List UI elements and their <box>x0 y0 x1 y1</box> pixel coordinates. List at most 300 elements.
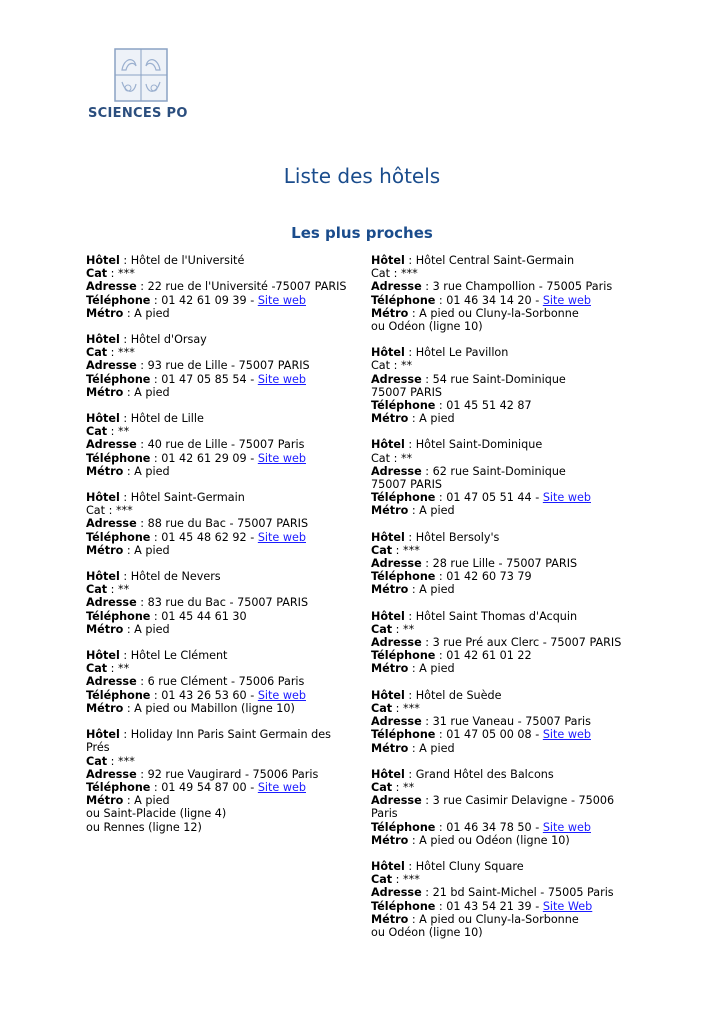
hotel-entry <box>86 728 356 834</box>
hotel-phone-line <box>86 610 356 623</box>
field-label: Hôtel <box>86 254 120 267</box>
hotel-phone: 01 46 34 78 50 <box>446 820 532 834</box>
hotel-phone: 01 45 44 61 30 <box>161 609 247 623</box>
hotel-name: Hôtel d'Orsay <box>130 333 207 347</box>
hotel-metro: A pied <box>134 543 170 557</box>
separator: : <box>392 873 403 887</box>
separator: : <box>404 346 416 360</box>
hotel-phone: 01 47 05 51 44 <box>446 491 532 505</box>
hotel-name: Hôtel de l'Université <box>130 254 245 267</box>
hotel-address: 93 rue de Lille - 75007 PARIS <box>147 359 310 373</box>
field-label: Téléphone <box>371 399 436 413</box>
hotel-address-line <box>371 478 631 491</box>
hotel-category: ** <box>403 622 415 636</box>
separator: : <box>136 359 148 373</box>
separator: : <box>435 570 447 584</box>
hotel-name-line <box>86 570 356 583</box>
hotel-metro: A pied ou Cluny-la-Sorbonne <box>419 306 579 320</box>
field-label: Métro <box>371 833 409 847</box>
hotel-metro-line <box>86 794 356 807</box>
hotel-address-line <box>371 715 631 728</box>
field-label: Cat <box>371 451 391 465</box>
separator: : <box>421 715 433 729</box>
separator: : <box>404 609 416 623</box>
hotel-address: 22 rue de l'Université -75007 PARIS <box>147 280 347 294</box>
site-web-link[interactable]: Site web <box>257 780 306 794</box>
field-label: Adresse <box>371 464 422 478</box>
field-label: Adresse <box>86 517 137 531</box>
hotel-metro-line <box>371 662 631 675</box>
separator: : <box>392 780 403 794</box>
hotel-phone-line <box>86 531 356 544</box>
separator: : <box>123 622 135 636</box>
separator: - <box>246 530 258 544</box>
field-label: Métro <box>371 741 409 755</box>
hotel-name-line <box>86 728 356 754</box>
site-web-link[interactable]: Site web <box>542 820 591 834</box>
hotel-name: Hôtel Cluny Square <box>415 859 524 873</box>
separator: : <box>421 280 433 294</box>
hotel-phone-line <box>371 728 631 741</box>
hotel-name-line <box>371 254 631 267</box>
field-label: Adresse <box>86 359 137 373</box>
separator: - <box>246 688 258 702</box>
sciences-po-emblem-icon <box>114 48 168 102</box>
hotel-entry <box>86 649 356 715</box>
field-label: Cat <box>371 622 393 636</box>
hotel-metro: A pied <box>134 464 170 478</box>
hotel-phone-line <box>86 373 356 386</box>
hotel-category: *** <box>403 873 420 887</box>
hotel-name-line <box>86 491 356 504</box>
hotel-entry <box>86 570 356 636</box>
hotel-address: 40 rue de Lille - 75007 Paris <box>147 438 305 452</box>
separator: : <box>107 583 118 597</box>
field-label: Téléphone <box>371 899 436 913</box>
site-web-link[interactable]: Site web <box>257 293 306 307</box>
field-label: Hôtel <box>86 491 120 505</box>
hotel-metro-line <box>371 583 631 596</box>
hotel-category: ** <box>118 425 130 439</box>
hotel-metro: A pied <box>134 385 170 399</box>
separator: : <box>119 570 131 584</box>
field-label: Adresse <box>371 715 422 729</box>
separator: : <box>136 675 148 689</box>
field-label: Hôtel <box>371 254 405 267</box>
separator: : <box>123 385 135 399</box>
field-label: Cat <box>86 425 108 439</box>
field-label: Téléphone <box>86 688 151 702</box>
separator: - <box>531 728 543 742</box>
field-label: Adresse <box>371 794 422 808</box>
field-label: Hôtel <box>371 859 405 873</box>
hotel-name: Hôtel de Lille <box>130 412 204 426</box>
hotel-cat-line <box>371 544 631 557</box>
hotel-cat-line <box>371 623 631 636</box>
separator: : <box>421 636 433 650</box>
field-label: Adresse <box>86 280 137 294</box>
separator: : <box>404 438 416 452</box>
hotel-name: Hôtel Saint-Dominique <box>415 438 543 452</box>
separator: : <box>150 372 162 386</box>
field-label: Métro <box>86 306 124 320</box>
separator: : <box>150 451 162 465</box>
field-label: Adresse <box>371 372 422 386</box>
separator: : <box>392 622 403 636</box>
field-label: Cat <box>371 359 391 373</box>
field-label: Hôtel <box>86 728 120 742</box>
hotel-category: *** <box>118 346 135 360</box>
separator: : <box>435 399 447 413</box>
separator: : <box>421 464 433 478</box>
hotel-address-line <box>86 438 356 451</box>
hotel-entry <box>86 333 356 399</box>
hotel-address: 62 rue Saint-Dominique <box>432 464 566 478</box>
sciences-po-logo <box>88 48 198 122</box>
hotel-phone: 01 42 61 09 39 <box>161 293 247 307</box>
hotel-metro-line <box>371 412 631 425</box>
hotel-phone: 01 45 51 42 87 <box>446 399 532 413</box>
field-label: Cat <box>86 267 108 281</box>
hotel-cat-line <box>371 452 631 465</box>
hotel-metro: ou Rennes (ligne 12) <box>86 820 202 834</box>
field-label: Métro <box>371 912 409 926</box>
hotel-category: *** <box>115 504 133 518</box>
separator: - <box>531 820 543 834</box>
separator: : <box>408 833 420 847</box>
section-title: Les plus proches <box>291 224 433 242</box>
hotel-cat-line <box>86 346 356 359</box>
field-label: Adresse <box>371 886 422 900</box>
field-label: Métro <box>371 662 409 676</box>
hotel-cat-line <box>86 755 356 768</box>
hotel-metro: A pied <box>419 662 455 676</box>
field-label: Hôtel <box>371 609 405 623</box>
hotel-phone: 01 49 54 87 00 <box>161 780 247 794</box>
hotel-address: 54 rue Saint-Dominique <box>432 372 566 386</box>
hotel-category: *** <box>118 267 135 281</box>
hotel-metro-line <box>86 307 356 320</box>
separator: : <box>392 543 403 557</box>
separator: : <box>136 596 148 610</box>
hotel-address-line <box>86 359 356 372</box>
hotel-entry <box>86 254 356 320</box>
hotel-metro-line <box>86 544 356 557</box>
hotel-category: *** <box>400 267 418 281</box>
hotel-metro-line <box>86 386 356 399</box>
hotel-name: Hôtel Saint Thomas d'Acquin <box>415 609 578 623</box>
hotel-address: 3 rue Casimir Delavigne - 75006 <box>432 794 615 808</box>
hotel-entry <box>86 491 356 557</box>
field-label: Métro <box>371 306 409 320</box>
field-label: Téléphone <box>371 293 436 307</box>
separator: : <box>392 701 403 715</box>
separator: - <box>246 293 258 307</box>
separator: : <box>404 530 416 544</box>
hotel-phone: 01 46 34 14 20 <box>446 293 532 307</box>
hotel-phone-line <box>371 294 631 307</box>
hotel-name: Holiday Inn Paris Saint Germain des Prés <box>86 728 331 755</box>
hotel-address: 92 rue Vaugirard - 75006 Paris <box>147 767 319 781</box>
field-label: Métro <box>86 464 124 478</box>
field-label: Téléphone <box>86 451 151 465</box>
separator: : <box>408 306 420 320</box>
hotel-name-line <box>371 768 631 781</box>
hotel-address-line <box>371 373 631 386</box>
hotel-name-line <box>371 689 631 702</box>
separator: : <box>119 254 131 267</box>
separator: : <box>404 767 416 781</box>
page-title: Liste des hôtels <box>283 164 441 188</box>
hotel-phone: 01 42 60 73 79 <box>446 570 532 584</box>
hotel-address: 3 rue Champollion - 75005 Paris <box>432 280 613 294</box>
separator: : <box>404 688 416 702</box>
hotel-metro: ou Saint-Placide (ligne 4) <box>86 807 227 821</box>
field-label: Cat <box>371 267 391 281</box>
hotel-entry <box>371 438 631 517</box>
separator: : <box>150 688 162 702</box>
field-label: Hôtel <box>86 412 120 426</box>
hotel-category: ** <box>403 780 415 794</box>
hotel-phone-line <box>371 649 631 662</box>
hotel-name: Hôtel Le Clément <box>130 649 228 663</box>
separator: : <box>119 412 131 426</box>
hotel-phone: 01 43 26 53 60 <box>161 688 247 702</box>
hotel-address-line <box>371 280 631 293</box>
hotel-metro-line <box>86 807 356 820</box>
separator: : <box>404 254 416 267</box>
separator: : <box>119 333 131 347</box>
hotel-phone: 01 45 48 62 92 <box>161 530 247 544</box>
separator: : <box>123 794 135 808</box>
separator: : <box>408 741 420 755</box>
hotel-metro: ou Odéon (ligne 10) <box>371 925 483 939</box>
site-web-link[interactable]: Site web <box>542 728 591 742</box>
field-label: Métro <box>371 412 409 426</box>
hotel-entry <box>86 412 356 478</box>
field-label: Métro <box>371 583 409 597</box>
field-label: Adresse <box>86 767 137 781</box>
hotel-name-line <box>371 438 631 451</box>
site-web-link[interactable]: Site web <box>257 372 306 386</box>
separator: : <box>107 662 118 676</box>
field-label: Cat <box>371 873 393 887</box>
hotel-cat-line <box>371 359 631 372</box>
separator: : <box>136 280 148 294</box>
site-web-link[interactable]: Site Web <box>542 899 593 913</box>
field-label: Adresse <box>86 438 137 452</box>
site-web-link[interactable]: Site web <box>257 688 306 702</box>
separator: - <box>246 451 258 465</box>
hotel-entry <box>371 531 631 597</box>
separator: : <box>435 899 447 913</box>
hotel-address: 31 rue Vaneau - 75007 Paris <box>432 715 591 729</box>
field-label: Cat <box>86 346 108 360</box>
field-label: Adresse <box>371 557 422 571</box>
site-web-link[interactable]: Site web <box>257 530 306 544</box>
hotel-address: 3 rue Pré aux Clerc - 75007 PARIS <box>432 636 622 650</box>
hotel-cat-line <box>86 583 356 596</box>
hotel-address: 6 rue Clément - 75006 Paris <box>147 675 305 689</box>
field-label: Métro <box>86 701 124 715</box>
site-web-link[interactable]: Site web <box>542 293 591 307</box>
separator: : <box>123 701 135 715</box>
separator: : <box>408 412 420 426</box>
field-label: Cat <box>371 543 393 557</box>
field-label: Métro <box>371 504 409 518</box>
separator: - <box>246 372 258 386</box>
logo-text: SCIENCES PO <box>88 106 188 121</box>
separator: : <box>123 543 135 557</box>
separator: : <box>136 517 148 531</box>
hotel-metro-line <box>371 926 631 939</box>
hotel-metro-line <box>86 821 356 834</box>
hotel-phone-line <box>371 491 631 504</box>
hotel-cat-line <box>86 425 356 438</box>
separator: : <box>435 728 447 742</box>
hotel-name: Grand Hôtel des Balcons <box>415 767 554 781</box>
site-web-link[interactable]: Site web <box>542 491 591 505</box>
separator: : <box>404 859 416 873</box>
hotel-metro-line <box>371 742 631 755</box>
separator: : <box>136 438 148 452</box>
separator: : <box>119 649 131 663</box>
site-web-link[interactable]: Site web <box>257 451 306 465</box>
hotel-phone-line <box>86 689 356 702</box>
hotel-metro: A pied ou Mabillon (ligne 10) <box>134 701 295 715</box>
hotel-list-left <box>86 254 356 847</box>
field-label: Adresse <box>371 636 422 650</box>
field-label: Hôtel <box>371 530 405 544</box>
hotel-category: ** <box>400 451 413 465</box>
hotel-phone: 01 42 61 01 22 <box>446 649 532 663</box>
field-label: Téléphone <box>86 372 151 386</box>
hotel-address: Paris <box>371 807 398 821</box>
hotel-phone: 01 43 54 21 39 <box>446 899 532 913</box>
field-label: Cat <box>86 662 108 676</box>
hotel-address-line <box>371 557 631 570</box>
hotel-name-line <box>86 254 356 267</box>
hotel-metro: ou Odéon (ligne 10) <box>371 320 483 334</box>
hotel-address-line <box>371 465 631 478</box>
field-label: Hôtel <box>371 767 405 781</box>
hotel-name-line <box>86 412 356 425</box>
hotel-metro-line <box>86 623 356 636</box>
hotel-address-line <box>371 386 631 399</box>
separator: : <box>107 425 118 439</box>
hotel-address-line <box>86 675 356 688</box>
field-label: Cat <box>86 504 106 518</box>
hotel-category: ** <box>400 359 413 373</box>
hotel-cat-line <box>86 267 356 280</box>
hotel-phone-line <box>371 399 631 412</box>
hotel-name: Hôtel Saint-Germain <box>130 491 245 505</box>
hotel-metro: A pied <box>134 622 170 636</box>
separator: : <box>435 491 447 505</box>
field-label: Téléphone <box>371 820 436 834</box>
hotel-phone-line <box>86 294 356 307</box>
hotel-address-line <box>86 768 356 781</box>
separator: - <box>531 899 543 913</box>
hotel-address: 75007 PARIS <box>371 385 443 399</box>
hotel-phone-line <box>86 452 356 465</box>
separator: : <box>421 557 433 571</box>
field-label: Hôtel <box>371 346 405 360</box>
hotel-metro-line <box>371 307 631 320</box>
hotel-name-line <box>86 333 356 346</box>
hotel-phone: 01 42 61 29 09 <box>161 451 247 465</box>
hotel-name: Hôtel de Suède <box>415 688 502 702</box>
hotel-category: ** <box>118 583 130 597</box>
hotel-phone: 01 47 05 85 54 <box>161 372 247 386</box>
field-label: Adresse <box>86 596 137 610</box>
separator: : <box>123 306 135 320</box>
field-label: Métro <box>86 543 124 557</box>
field-label: Téléphone <box>371 649 436 663</box>
hotel-address-line <box>371 807 631 820</box>
hotel-address: 88 rue du Bac - 75007 PARIS <box>147 517 309 531</box>
hotel-name: Hôtel Bersoly's <box>415 530 500 544</box>
separator: : <box>408 504 420 518</box>
hotel-phone-line <box>371 570 631 583</box>
hotel-cat-line <box>371 781 631 794</box>
hotel-name-line <box>371 346 631 359</box>
field-label: Cat <box>86 754 108 768</box>
hotel-cat-line <box>86 662 356 675</box>
hotel-metro-line <box>371 913 631 926</box>
separator: : <box>435 649 447 663</box>
hotel-metro: A pied <box>419 412 455 426</box>
hotel-address-line <box>86 596 356 609</box>
hotel-metro: A pied <box>134 306 170 320</box>
hotel-address-line <box>371 636 631 649</box>
hotel-category: *** <box>403 701 420 715</box>
separator: : <box>435 820 447 834</box>
hotel-address-line <box>371 886 631 899</box>
separator: : <box>408 912 420 926</box>
hotel-metro: A pied <box>419 504 455 518</box>
separator: : <box>107 267 118 281</box>
field-label: Métro <box>86 622 124 636</box>
hotel-metro: A pied ou Cluny-la-Sorbonne <box>419 912 579 926</box>
separator: : <box>107 346 118 360</box>
hotel-phone-line <box>86 781 356 794</box>
separator: : <box>408 583 420 597</box>
separator: : <box>408 662 420 676</box>
hotel-address-line <box>371 794 631 807</box>
hotel-metro-line <box>371 834 631 847</box>
separator: : <box>150 293 162 307</box>
field-label: Adresse <box>86 675 137 689</box>
separator: : <box>421 886 433 900</box>
hotel-category: *** <box>403 543 420 557</box>
separator: : <box>390 359 401 373</box>
field-label: Téléphone <box>371 491 436 505</box>
field-label: Téléphone <box>371 728 436 742</box>
field-label: Téléphone <box>86 780 151 794</box>
separator: : <box>150 530 162 544</box>
hotel-cat-line <box>371 873 631 886</box>
hotel-name: Hôtel de Nevers <box>130 570 221 584</box>
separator: - <box>531 491 543 505</box>
hotel-cat-line <box>86 504 356 517</box>
hotel-category: *** <box>118 754 135 768</box>
separator: : <box>150 780 162 794</box>
hotel-name: Hôtel Le Pavillon <box>415 346 509 360</box>
field-label: Hôtel <box>86 649 120 663</box>
separator: : <box>107 754 118 768</box>
field-label: Hôtel <box>86 333 120 347</box>
